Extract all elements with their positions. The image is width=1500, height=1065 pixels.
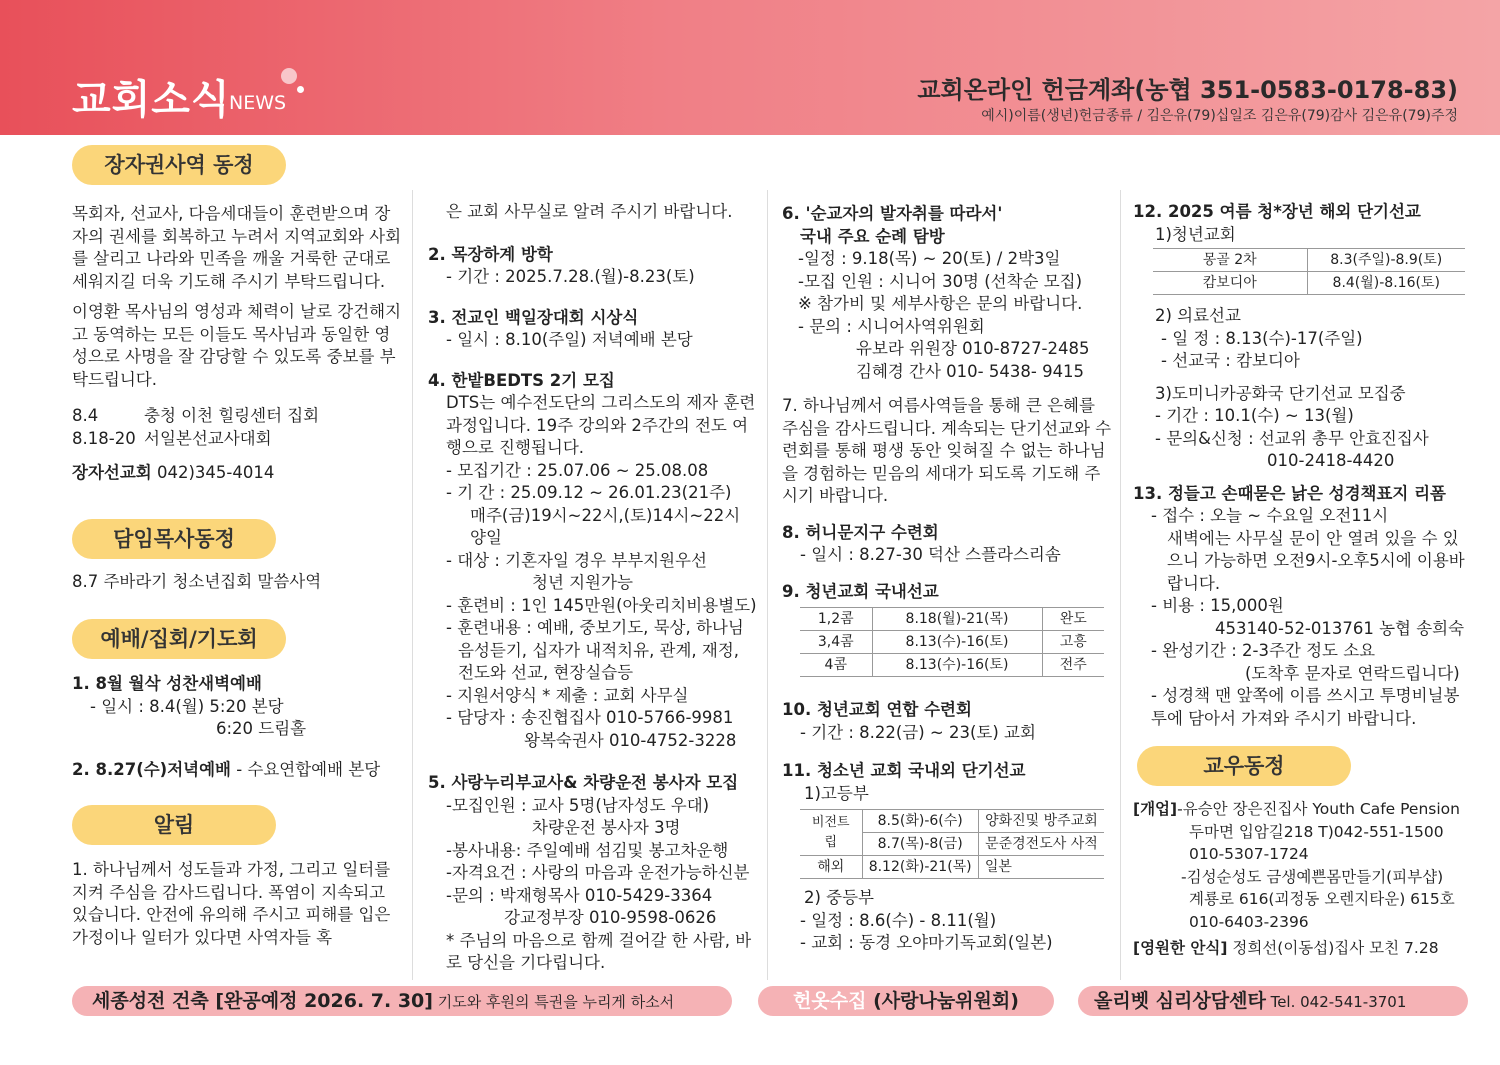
- column-divider: [1120, 190, 1121, 980]
- opening-line: [1133, 798, 1473, 821]
- notice-12-line: - 문의&신청 : 선교위 총무 안효진집사: [1155, 428, 1429, 448]
- notice-11-title: 11. 청소년 교회 국내외 단기선교: [782, 761, 1026, 780]
- table-row: 캄보디아 8.4(월)-8.16(토): [1153, 272, 1465, 295]
- notice-10-line: - 기간 : 8.22(금) ~ 23(토) 교회: [800, 722, 1036, 742]
- notice-5-line: 차량운전 봉사자 3명: [532, 818, 681, 837]
- notice-4-line: - 대상 : 기혼자일 경우 부부지원우선: [446, 550, 707, 570]
- notice-13-line: 453140-52-013761 농협 송희숙: [1215, 618, 1465, 638]
- notice-5-line: -모집인원 : 교사 5명(남자성도 우대): [446, 795, 710, 815]
- offering-example: 예시)이름(생년)헌금종류 / 김은유(79)십일조 김은유(79)감사 김은유(79)주정: [981, 108, 1458, 124]
- opening-line: 010-5307-1724: [1189, 845, 1309, 863]
- notice-6-title: 6. '순교자의 발자취를 따라서': [782, 204, 1003, 223]
- column-3: [782, 145, 1114, 985]
- youth-mission-table: [800, 607, 1104, 677]
- notice-4-line: 왕복숙권사 010-4752-3228: [524, 730, 737, 750]
- worship-2-title: 2. 8.27(수)저녁예배: [72, 759, 231, 779]
- notice-13-line: - 성경책 맨 앞쪽에 이름 쓰시고 투명비닐봉투에 담아서 가져와 주시기 바랍니다.: [1151, 686, 1460, 728]
- table-row: 해외 8.12(화)-21(목) 일본: [800, 856, 1104, 879]
- notice-2-line: - 기간 : 2025.7.28.(월)-8.23(토): [446, 267, 695, 286]
- table-row: 4콤 8.13(수)-16(토) 전주: [800, 654, 1104, 677]
- notice-8-title: 8. 허니문지구 수련회: [782, 522, 939, 542]
- rest-label: [영원한 안식]: [1133, 939, 1228, 957]
- footer-clothes: [758, 986, 1054, 1016]
- notice-3-line: - 일시 : 8.10(주일) 저녁예배 본당: [446, 330, 693, 349]
- jangja-para-2: 이영환 목사님의 영성과 체력이 날로 강건해지고 동역하는 모든 이들도 목사님과 동일한 영성으로 사명을 잘 감당할 수 있도록 중보를 부탁드립니다.: [72, 302, 402, 389]
- notice-5-line: -자격요건 : 사랑의 마음과 운전가능하신분: [446, 863, 750, 882]
- notice-11-sub: 1)고등부: [804, 783, 869, 803]
- footer-counseling-tel: Tel. 042-541-3701: [1265, 993, 1407, 1011]
- table-row: 비전트립 8.5(화)-6(수) 양화진및 방주교회: [800, 810, 1104, 833]
- offering-account: 교회온라인 헌금계좌(농협 351-0583-0178-83): [917, 76, 1458, 104]
- contact-phone: 042)345-4014: [156, 463, 275, 482]
- opening-line: -김성순성도 금생예쁜몸만들기(피부샵): [1181, 867, 1444, 886]
- worship-1-line-1: - 일시 : 8.4(월) 5:20 본당: [90, 696, 284, 716]
- news-label: NEWS: [229, 92, 287, 114]
- schedule-text: 서일본선교사대회: [144, 428, 272, 448]
- column-2: [428, 145, 758, 985]
- notice-7: 7. 하나님께서 여름사역들을 통해 큰 은혜를 주심을 감사드립니다. 계속되는 단기선교와 수련회를 통해 평생 동안 잊혀질 수 없는 하나님을 경험하는 믿음의 세대가 되도록 기도해 주시기 바랍니다.: [782, 396, 1112, 505]
- notice-4-line: 매주(금)19시~22시,(토)14시~22시 양일: [470, 505, 741, 547]
- worship-1-line-2: 6:20 드림홀: [216, 719, 307, 738]
- rest-text: 정희선(이동섭)집사 모친 7.28: [1227, 939, 1439, 957]
- notice-4-line: - 훈련비 : 1인 145만원(아웃리치비용별도): [446, 595, 757, 615]
- notice-13-line: (도착후 문자로 연락드립니다): [1245, 663, 1460, 683]
- notice-1-cont: 은 교회 사무실로 알려 주시기 바랍니다.: [446, 202, 733, 221]
- footer-clothes-sub: (사랑나눔위원회): [866, 990, 1019, 1012]
- table-row: 3,4콤 8.13(수)-16(토) 고흥: [800, 631, 1104, 654]
- opening-line: 계룡로 616(괴정동 오렌지타운) 615호: [1189, 890, 1455, 908]
- notice-4-title: 4. 한밭BEDTS 2기 모집: [428, 370, 615, 390]
- schedule-text: 충청 이천 힐링센터 집회: [144, 406, 320, 425]
- notice-6-line: -일정 : 9.18(목) ~ 20(토) / 2박3일: [798, 249, 1061, 268]
- jangja-para-1: 목회자, 선교사, 다음세대들이 훈련받으며 장자의 권세를 회복하고 누려서 지역교회와 사회를 살리고 나라와 민족을 깨울 거룩한 군대로 세워지길 더욱 기도해 주시기 부탁드립니다.: [72, 204, 402, 291]
- notice-6-title-2: 국내 주요 순례 탐방: [800, 226, 945, 246]
- notice-5-line: -문의 : 박재형목사 010-5429-3364: [446, 885, 713, 905]
- decor-dot-small-icon: [297, 86, 304, 93]
- notice-6-line: ※ 참가비 및 세부사항은 문의 바랍니다.: [798, 294, 1083, 313]
- notice-5-line: -봉사내용: 주일예배 섬김및 봉고차운행: [446, 840, 729, 860]
- notice-12-sub-3: 3)도미니카공화국 단기선교 모집중: [1155, 383, 1406, 403]
- notice-6-line: 김혜경 간사 010- 5438- 9415: [856, 361, 1085, 381]
- notice-12-line: - 기간 : 10.1(수) ~ 13(월): [1155, 406, 1354, 425]
- table-row: 1,2콤 8.18(월)-21(목) 완도: [800, 608, 1104, 631]
- notice-5-title: 5. 사랑누리부교사& 차량운전 봉사자 모집: [428, 773, 739, 792]
- schedule-date: 8.4: [72, 406, 99, 425]
- notice-11-line: - 교회 : 동경 오야마기독교회(일본): [800, 933, 1053, 952]
- opening-text: -유승안 장은진집사 Youth Cafe Pension: [1177, 800, 1460, 818]
- notice-3-title: 3. 전교인 백일장대회 시상식: [428, 307, 639, 327]
- notice-6-line: 유보라 위원장 010-8727-2485: [856, 339, 1090, 358]
- teen-mission-table: [800, 809, 1104, 879]
- notice-4-line: - 훈련내용 : 예배, 중보기도, 묵상, 하나님: [446, 618, 744, 637]
- pastor-line: 8.7 주바라기 청소년집회 말씀사역: [72, 571, 322, 591]
- section-pill-worship: 예배/집회/기도회: [72, 619, 286, 659]
- notice-12-title: 12. 2025 여름 청*장년 해외 단기선교: [1133, 202, 1421, 221]
- footer-clothes-title: 헌옷수집: [793, 990, 867, 1012]
- notice-9-title: 9. 청년교회 국내선교: [782, 581, 939, 601]
- footer-construction: [72, 986, 732, 1016]
- schedule-row: [72, 428, 402, 451]
- footer-construction-sub: 기도와 후원의 특권을 누리게 하소서: [432, 993, 675, 1011]
- notice-5-line: * 주님의 마음으로 함께 걸어갈 한 사람, 바로 당신을 기다립니다.: [446, 930, 752, 972]
- section-pill-notice: 알림: [72, 805, 276, 845]
- notice-4-desc: DTS는 예수전도단의 그리스도의 제자 훈련과정입니다. 19주 강의와 2주간의 전도 여행으로 진행됩니다.: [446, 393, 756, 457]
- notice-12-sub-2: 2) 의료선교: [1155, 306, 1241, 325]
- worship-1-title: 1. 8월 월삭 성찬새벽예배: [72, 674, 262, 693]
- footer-counseling: [1078, 986, 1468, 1016]
- section-pill-members: 교우동정: [1137, 746, 1351, 786]
- notice-12-line: - 선교국 : 캄보디아: [1161, 351, 1300, 370]
- notice-4-line: - 지원서양식 * 제출 : 교회 사무실: [446, 685, 689, 705]
- notice-13-line: - 비용 : 15,000원: [1151, 596, 1284, 615]
- page-title: 교회소식: [72, 77, 231, 123]
- worship-2-text: - 수요연합예배 본당: [230, 759, 381, 779]
- notice-10-title: 10. 청년교회 연합 수련회: [782, 700, 972, 719]
- notice-11-line: - 일정 : 8.6(수) - 8.11(월): [800, 910, 997, 930]
- column-1: [72, 145, 402, 985]
- opening-line: 두마면 입암길218 T)042-551-1500: [1189, 822, 1444, 841]
- notice-12-sub: 1)청년교회: [1155, 224, 1236, 244]
- decor-dot-icon: [281, 68, 297, 84]
- notice-12-line: 010-2418-4420: [1267, 451, 1395, 470]
- column-4: [1133, 145, 1473, 985]
- notice-13-line: - 접수 : 오늘 ~ 수요일 오전11시: [1151, 506, 1389, 525]
- schedule-date: 8.18-20: [72, 428, 136, 448]
- contact-line: [72, 462, 402, 485]
- notice-2-title: 2. 목장하계 방학: [428, 244, 553, 264]
- notice-13-line: - 완성기간 : 2-3주간 정도 소요: [1151, 641, 1376, 660]
- notice-6-line: - 문의 : 시니어사역위원회: [798, 316, 985, 336]
- notice-11-sub-2: 2) 중등부: [804, 888, 874, 907]
- notice-5-line: 강교정부장 010-9598-0626: [504, 908, 717, 927]
- contact-label: 장자선교회: [72, 463, 152, 482]
- notice-8-line: - 일시 : 8.27-30 덕산 스플라스리솜: [800, 545, 1061, 564]
- notice-13-line: 새벽에는 사무실 문이 안 열려 있을 수 있으니 가능하면 오전9시-오후5시에 이용바랍니다.: [1167, 528, 1465, 593]
- table-row: 몽골 2차 8.3(주일)-8.9(토): [1153, 249, 1465, 272]
- column-divider: [412, 190, 413, 980]
- table-row: 8.7(목)-8(금) 문준경전도사 사적: [800, 833, 1104, 856]
- header-banner: [0, 0, 1500, 135]
- notice-4-line: 청년 지원가능: [532, 573, 633, 592]
- schedule-row: [72, 405, 402, 428]
- section-pill-jangja: 장자권사역 동정: [72, 145, 286, 185]
- notice-4-line: 음성듣기, 십자가 내적치유, 관계, 재정, 전도와 선교, 현장실습등: [458, 640, 740, 682]
- notice-4-line: - 담당자 : 송진협집사 010-5766-9981: [446, 708, 734, 727]
- footer-construction-title: 세종성전 건축 [완공예정 2026. 7. 30]: [92, 990, 433, 1012]
- adult-mission-table: [1153, 248, 1465, 295]
- notice-1: 1. 하나님께서 성도들과 가정, 그리고 일터를 지켜 주심을 감사드립니다. 폭염이 지속되고 있습니다. 안전에 유의해 주시고 피해를 입은 가정이나 일터가 있다면 사역자들 혹: [72, 860, 391, 947]
- column-divider: [767, 190, 768, 980]
- section-pill-pastor: 담임목사동정: [72, 519, 276, 559]
- opening-line: 010-6403-2396: [1189, 912, 1309, 931]
- opening-label: [개업]: [1133, 800, 1178, 818]
- notice-4-line: - 기 간 : 25.09.12 ~ 26.01.23(21주): [446, 483, 732, 502]
- notice-12-line: - 일 정 : 8.13(수)-17(주일): [1161, 328, 1363, 348]
- notice-13-title: 13. 정들고 손때묻은 낡은 성경책표지 리폼: [1133, 483, 1446, 503]
- footer-counseling-title: 올리벳 심리상담센타: [1094, 990, 1266, 1012]
- rest-line: [1133, 937, 1473, 960]
- notice-6-line: -모집 인원 : 시니어 30명 (선착순 모집): [798, 271, 1083, 291]
- notice-4-line: - 모집기간 : 25.07.06 ~ 25.08.08: [446, 460, 709, 480]
- worship-2: [72, 759, 402, 782]
